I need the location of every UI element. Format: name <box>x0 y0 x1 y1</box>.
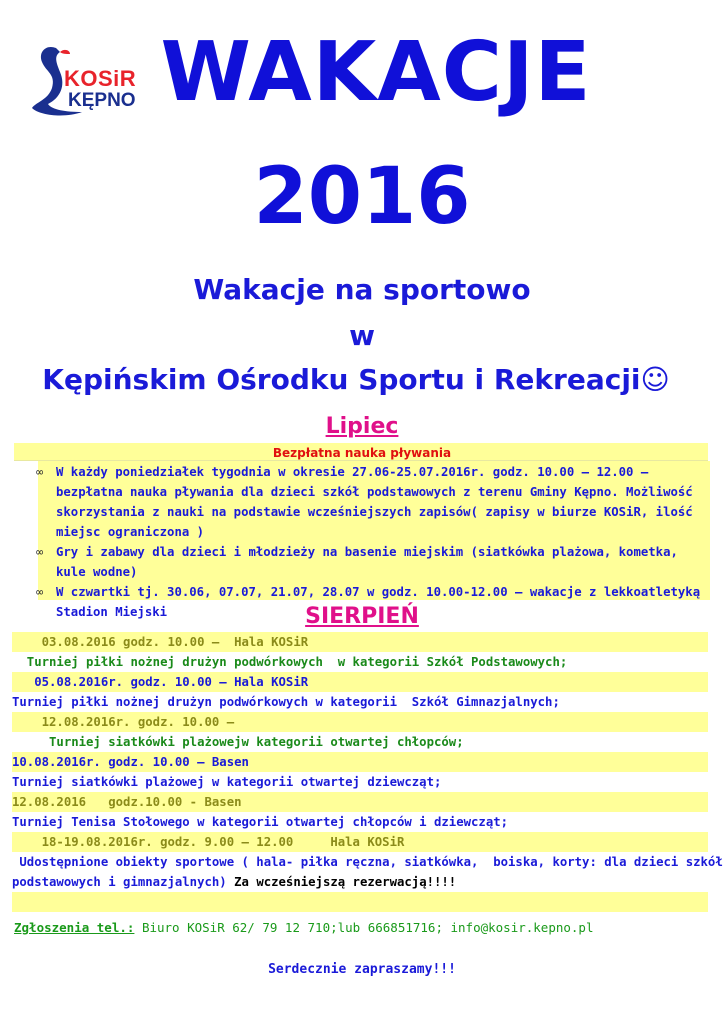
event-row <box>12 672 708 692</box>
event-text: Turniej piłki nożnej drużyn podwórkowych w kategorii Szkół Gimnazjalnych; <box>12 695 560 709</box>
event-row <box>12 792 708 812</box>
infinity-bullet-icon: ∞ <box>36 585 44 599</box>
event-text: Turniej siatkówki plażowejw kategorii otwartej chłopców; <box>12 735 464 749</box>
page-year: 2016 <box>253 152 471 242</box>
event-text: 12.08.2016r. godz. 10.00 – <box>12 715 235 729</box>
contact-info: Biuro KOSiR 62/ 79 12 710;lub 666851716; info@kosir.kepno.pl <box>134 920 594 935</box>
event-row <box>12 852 723 872</box>
event-row <box>12 692 708 712</box>
list-item <box>36 542 702 582</box>
event-text: Turniej siatkówki plażowej w kategorii otwartej dziewcząt; <box>12 775 442 789</box>
july-list <box>36 462 702 622</box>
month-august-heading: SIERPIEŃ <box>305 604 419 629</box>
event-row <box>12 652 708 672</box>
month-july-heading: Lipiec <box>325 414 399 439</box>
event-text: Turniej Tenisa Stołowego w kategorii otwartej chłopców i dziewcząt; <box>12 815 509 829</box>
list-item-text: Gry i zabawy dla dzieci i młodzieży na basenie miejskim (siatkówka plażowa, kometka, kule wodne) <box>56 545 678 579</box>
event-row <box>12 772 708 792</box>
page-title: WAKACJE <box>160 25 592 120</box>
event-text: Udostępnione obiekty sportowe ( hala- piłka ręczna, siatkówka, boiska, korty: dla dzieci szkół <box>12 855 723 869</box>
kosir-logo <box>26 42 160 122</box>
subtitle-1: Wakacje na sportowo <box>193 273 531 306</box>
event-text: Turniej piłki nożnej drużyn podwórkowych w kategorii Szkół Podstawowych; <box>12 655 568 669</box>
event-text: 05.08.2016r. godz. 10.00 – Hala KOSiR <box>12 675 309 689</box>
list-item-text: W każdy poniedziałek tygodnia w okresie 27.06-25.07.2016r. godz. 10.00 – 12.00 –bezpłatna nauka pływania dla dzieci szkół podstawowych z terenu Gminy Kępno. Możliwość skorzystania z nauki na podstawie wcześniejszych zapisów( zapisy w biurze KOSiR, ilość miejsc ograniczona ) <box>56 465 693 539</box>
event-text: 12.08.2016 godz.10.00 - Basen <box>12 795 242 809</box>
subtitle-2: w <box>349 319 375 352</box>
event-text: 18-19.08.2016r. godz. 9.00 – 12.00 Hala KOSiR <box>12 835 405 849</box>
list-item-text: W czwartki tj. 30.06, 07.07, 21.07, 28.07 w godz. 10.00-12.00 – wakacje z lekkoatletyką Stadion Miejski <box>56 585 701 619</box>
event-row <box>12 712 708 732</box>
logo-city: KĘPNO <box>68 90 136 111</box>
list-item <box>36 462 702 542</box>
logo-brand: KOSiR <box>64 66 137 91</box>
contact-line <box>14 920 594 935</box>
event-row <box>12 892 708 912</box>
closing-text: Serdecznie zapraszamy!!! <box>268 962 456 977</box>
event-row <box>12 812 708 832</box>
event-row <box>12 872 708 892</box>
infinity-bullet-icon: ∞ <box>36 545 44 559</box>
event-row <box>12 832 708 852</box>
july-subheading: Bezpłatna nauka pływania <box>272 446 452 460</box>
subtitle-3: Kępińskim Ośrodku Sportu i Rekreacji☺ <box>42 363 670 396</box>
event-row <box>12 752 708 772</box>
event-text: 03.08.2016 godz. 10.00 – Hala KOSiR <box>12 635 309 649</box>
event-text: 10.08.2016r. godz. 10.00 – Basen <box>12 755 249 769</box>
august-list <box>12 632 723 912</box>
event-row <box>12 632 708 652</box>
event-text: podstawowych i gimnazjalnych) <box>12 875 227 889</box>
reservation-note: Za wcześniejszą rezerwacją!!!! <box>226 875 457 889</box>
contact-label: Zgłoszenia tel.: <box>14 920 135 935</box>
event-row <box>12 732 708 752</box>
infinity-bullet-icon: ∞ <box>36 465 44 479</box>
